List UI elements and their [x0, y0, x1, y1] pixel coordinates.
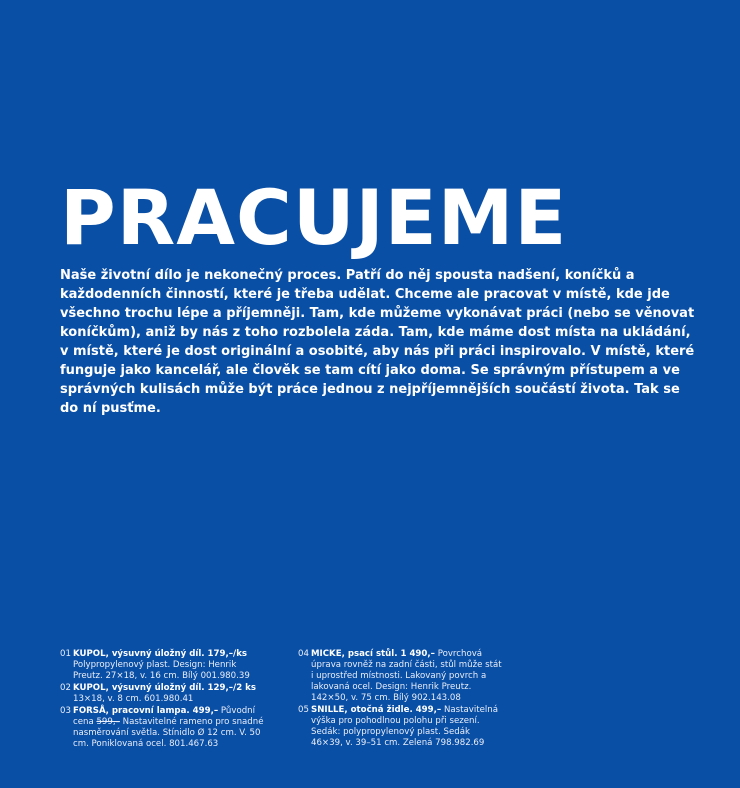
caption-item [60, 649, 266, 682]
caption-number: 04 [298, 649, 309, 659]
caption-number: 03 [60, 706, 71, 716]
caption-body [73, 706, 266, 750]
product-name-price: MICKE, psací stůl. 1 490,– [311, 649, 435, 659]
product-name-price: FORSÅ, pracovní lampa. 499,– [73, 706, 219, 716]
product-name-price: KUPOL, výsuvný úložný díl. 179,–/ks [73, 649, 248, 659]
product-name-price: KUPOL, výsuvný úložný díl. 129,–/2 ks [73, 683, 256, 693]
captions-left-column [60, 649, 266, 751]
intro-paragraph: Naše životní dílo je nekonečný proces. Patří do něj spousta nadšení, koníčků a každodenních činností, které je třeba udělat. Chceme ale pracovat v místě, kde jde všechno trochu lépe a příjemněji. Tam, kde můžeme vykonávat práci (nebo se věnovat koníčkům), aniž by nás z toho rozbolela záda. Tam, kde máme dost místa na ukládání, v místě, které je dost originální a osobité, aby nás při práci inspirovalo. V místě, které funguje jako kancelář, ale člověk se tam cítí jako doma. Se správným přístupem a ve správných kulisách může být práce jednou z nejpříjemnějších součástí života. Tak se do ní pusťme. [60, 268, 695, 416]
caption-item [298, 705, 504, 749]
caption-item [298, 649, 504, 704]
caption-number: 02 [60, 683, 71, 693]
page-title: PRACUJEME [60, 173, 568, 262]
caption-body [311, 649, 504, 704]
product-description: Nastavitelná výška pro pohodlnou polohu při sezení. Sedák: polypropylenový plast. Sedák 46×39, v. 39–51 cm. Zelená 798.982.69 [311, 705, 498, 748]
captions-right-column [298, 649, 504, 751]
caption-item [60, 683, 266, 705]
caption-number: 01 [60, 649, 71, 659]
product-description: 13×18, v. 8 cm. 601.980.41 [73, 694, 194, 704]
product-description: Nastavitelné rameno pro snadné nasměrování světla. Stínidlo Ø 12 cm. V. 50 cm. Poniklovaná ocel. 801.467.63 [73, 717, 264, 749]
caption-item [60, 706, 266, 750]
product-description: Polypropylenový plast. Design: Henrik Preutz. 27×18, v. 16 cm. Bílý 001.980.39 [73, 660, 250, 681]
product-description: Povrchová úprava rovněž na zadní části, stůl může stát i uprostřed místnosti. Lakovaný povrch a lakovaná ocel. Design: Henrik Preutz. 142×50, v. 75 cm. Bílý 902.143.08 [311, 649, 502, 703]
caption-body [73, 649, 266, 682]
caption-number: 05 [298, 705, 309, 715]
product-name-price: SNILLE, otočná židle. 499,– [311, 705, 442, 715]
product-captions [60, 649, 520, 751]
original-price: 599,– [96, 717, 120, 727]
caption-body [311, 705, 504, 749]
caption-body [73, 683, 266, 705]
original-price-label: Původní cena [73, 706, 256, 727]
